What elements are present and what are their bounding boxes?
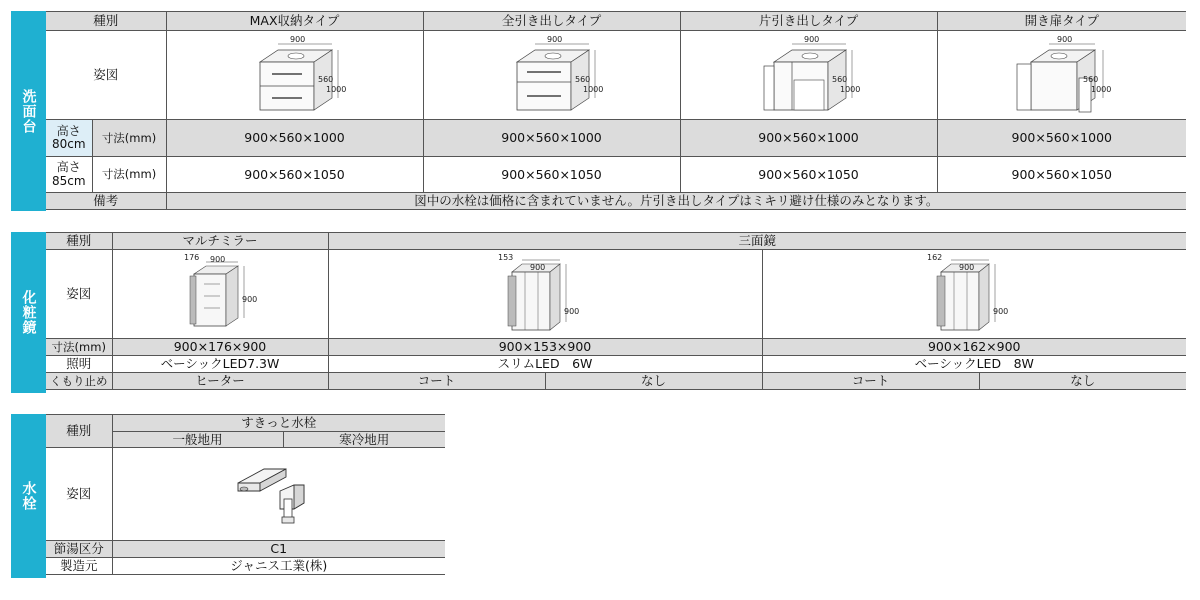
mirror-figure-multi	[112, 250, 328, 339]
svg-text:1000: 1000	[582, 85, 603, 94]
dim-height: 900	[242, 295, 258, 304]
mirror-figure-triple-basic	[762, 250, 1186, 339]
dim-depth: 560	[317, 75, 333, 84]
mirror-type-label: 種別	[46, 233, 112, 250]
faucet-product: すきっと水栓	[112, 415, 445, 432]
mirror-light-multi: ベーシックLED7.3W	[112, 356, 328, 373]
mirror-size-label: 寸法(mm)	[46, 339, 112, 356]
mirror-type-triple: 三面鏡	[328, 233, 1186, 250]
dim-width: 900	[210, 255, 226, 264]
faucet-class-label: 節湯区分	[46, 541, 112, 558]
size-label-80: 寸法(mm)	[92, 120, 166, 157]
vanity-figure-max	[166, 31, 423, 120]
svg-text:162: 162	[927, 253, 943, 262]
mirror-figure-label: 姿図	[46, 250, 112, 339]
faucet-table	[46, 414, 445, 575]
height80-label: 高さ 80cm	[46, 120, 92, 157]
vanity-figure-all-drawer	[423, 31, 680, 120]
type-door: 開き扉タイプ	[937, 12, 1186, 31]
mirror-size-slim: 900×153×900	[328, 339, 762, 356]
h80-value-max: 900×560×1000	[166, 120, 423, 157]
section-mirror	[11, 232, 1186, 393]
faucet-variant-cold: 寒冷地用	[283, 432, 445, 448]
mirror-light-slim: スリムLED 6W	[328, 356, 762, 373]
faucet-maker-value: ジャニス工業(株)	[112, 558, 445, 575]
height85-label: 高さ 85cm	[46, 157, 92, 193]
section-label-mirror: 化粧鏡	[11, 232, 46, 393]
h85-value-max: 900×560×1050	[166, 157, 423, 193]
mirror-table	[46, 232, 1186, 390]
svg-text:900: 900	[993, 307, 1009, 316]
h80-value-door: 900×560×1000	[937, 120, 1186, 157]
svg-text:1000: 1000	[839, 85, 860, 94]
vanity-figure-single-drawer	[680, 31, 937, 120]
mirror-defog-slim-none: なし	[545, 373, 762, 390]
type-label: 種別	[46, 12, 166, 31]
mirror-light-basic: ベーシックLED 8W	[762, 356, 1186, 373]
mirror-figure-triple-slim	[328, 250, 762, 339]
dim-width: 900	[289, 35, 305, 44]
type-max: MAX収納タイプ	[166, 12, 423, 31]
svg-text:900: 900	[530, 263, 546, 272]
h85-value-single-drawer: 900×560×1050	[680, 157, 937, 193]
vanity-figure-door	[937, 31, 1186, 120]
note-label: 備考	[46, 193, 166, 210]
svg-text:560: 560	[1082, 75, 1099, 84]
section-label-faucet: 水栓	[11, 414, 46, 578]
faucet-type-label: 種別	[46, 415, 112, 448]
mirror-light-label: 照明	[46, 356, 112, 373]
type-all-drawer: 全引き出しタイプ	[423, 12, 680, 31]
h85-value-all-drawer: 900×560×1050	[423, 157, 680, 193]
svg-text:900: 900	[959, 263, 975, 272]
faucet-class-value: C1	[112, 541, 445, 558]
figure-label: 姿図	[46, 31, 166, 120]
mirror-size-multi: 900×176×900	[112, 339, 328, 356]
faucet-variant-standard: 一般地用	[112, 432, 283, 448]
mirror-defog-multi: ヒーター	[112, 373, 328, 390]
mirror-defog-slim-coat: コート	[328, 373, 545, 390]
svg-text:900: 900	[1056, 35, 1073, 44]
h80-value-single-drawer: 900×560×1000	[680, 120, 937, 157]
mirror-type-multi: マルチミラー	[112, 233, 328, 250]
svg-text:900: 900	[564, 307, 580, 316]
size-label-85: 寸法(mm)	[92, 157, 166, 193]
mirror-defog-label: くもり止め	[46, 373, 112, 390]
section-label-vanity: 洗面台	[11, 11, 46, 211]
dim-height: 1000	[325, 85, 346, 94]
h80-value-all-drawer: 900×560×1000	[423, 120, 680, 157]
section-vanity	[11, 11, 1186, 211]
faucet-figure-label: 姿図	[46, 448, 112, 541]
type-single-drawer: 片引き出しタイプ	[680, 12, 937, 31]
mirror-defog-basic-coat: コート	[762, 373, 979, 390]
svg-text:900: 900	[803, 35, 819, 44]
svg-text:560: 560	[831, 75, 847, 84]
mirror-defog-basic-none: なし	[979, 373, 1186, 390]
vanity-table	[46, 11, 1186, 210]
faucet-maker-label: 製造元	[46, 558, 112, 575]
svg-text:153: 153	[498, 253, 514, 262]
dim-depth: 176	[184, 253, 200, 262]
h85-value-door: 900×560×1050	[937, 157, 1186, 193]
svg-text:1000: 1000	[1090, 85, 1112, 94]
faucet-figure	[112, 448, 445, 541]
note-text: 図中の水栓は価格に含まれていません。片引き出しタイプはミキリ避け仕様のみとなります。	[166, 193, 1186, 210]
mirror-size-basic: 900×162×900	[762, 339, 1186, 356]
svg-text:560: 560	[574, 75, 590, 84]
svg-text:900: 900	[546, 35, 562, 44]
section-faucet	[11, 414, 445, 578]
